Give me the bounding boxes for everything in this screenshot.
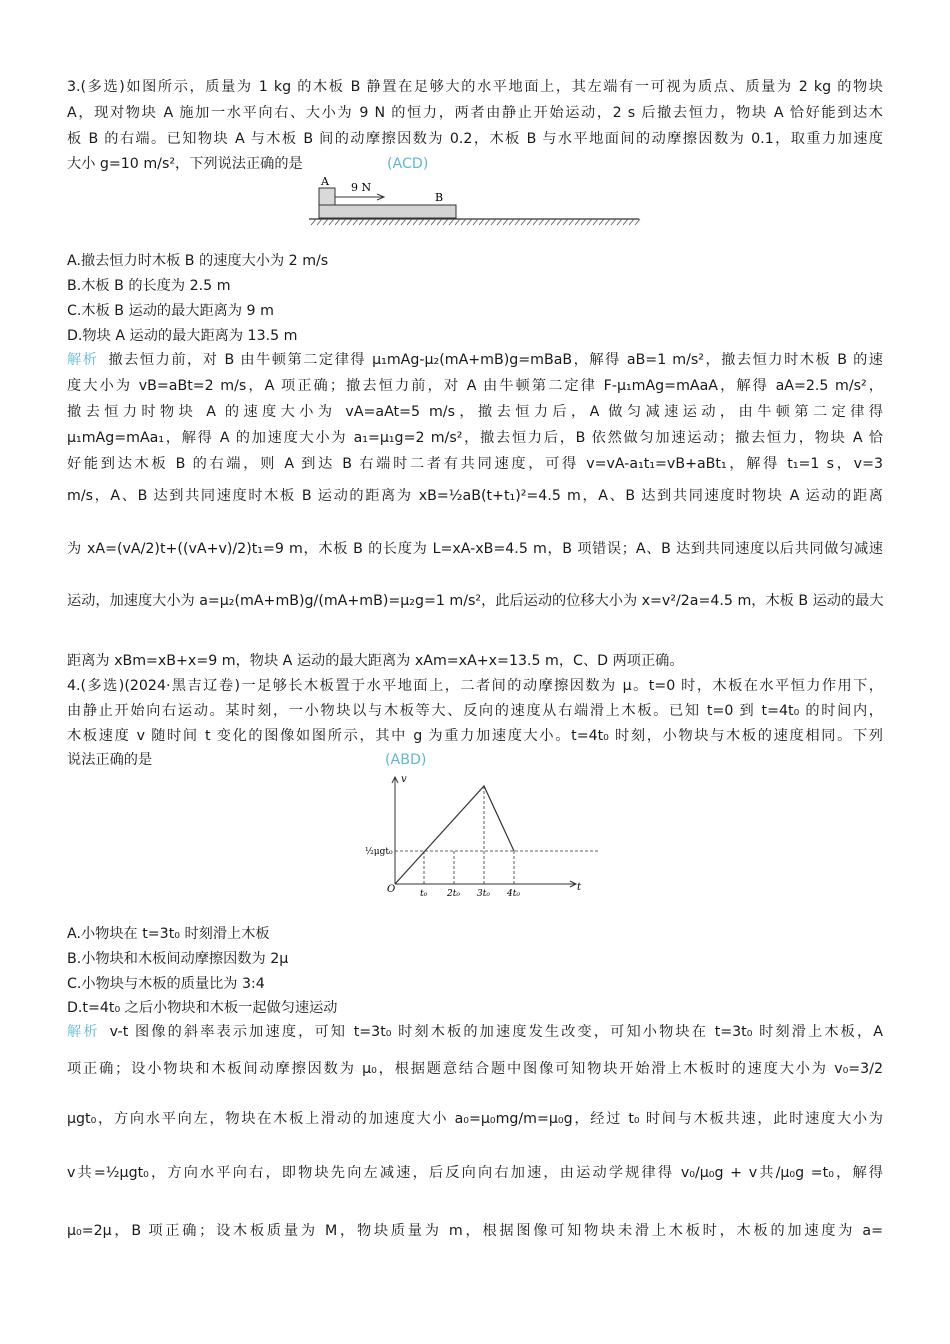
- hatch-mark: [581, 219, 586, 225]
- hatch-mark: [431, 219, 436, 225]
- hatch-mark: [443, 219, 448, 225]
- q3-stem-text: 大小 g=10 m/s²，下列说法正确的是: [67, 156, 303, 172]
- q4-option-a: A.小物块在 t=3t₀ 时刻滑上木板: [67, 926, 270, 942]
- hatch-mark: [473, 219, 478, 225]
- hatch-mark: [599, 219, 604, 225]
- hatch-mark: [347, 219, 352, 225]
- q3-analysis-line-5: 好能到达木板 B 的右端，则 A 到达 B 右端时二者有共同速度，可得 v=vA-a₁t₁=vB+aBt₁，解得 t₁=1 s，v=3: [67, 456, 883, 472]
- hatch-mark: [527, 219, 532, 225]
- hatch-mark: [329, 219, 334, 225]
- q3-analysis-line-2: 度大小为 vB=aBt=2 m/s，A 项正确；撤去恒力前，对 A 由牛顿第二定律 F-μ₁mAg=mAaA，解得 aA=2.5 m/s²，: [67, 378, 883, 394]
- hatch-mark: [509, 219, 514, 225]
- q4-stem-line-1: 4.(多选)(2024·黑吉辽卷)一足够长木板置于水平地面上，二者间的动摩擦因数为 μ。t=0 时，木板在水平恒力作用下，: [67, 678, 883, 694]
- hatch-mark: [533, 219, 538, 225]
- q4-analysis-line-2: 项正确；设小物块和木板间动摩擦因数为 μ₀，根据题意结合题中图像可知物块开始滑上木板时的速度大小为 v₀=3/2: [67, 1061, 883, 1077]
- hatch-mark: [569, 219, 574, 225]
- label-a: A: [321, 175, 329, 188]
- hatch-mark: [611, 219, 616, 225]
- x-tick-3t0: 3t₀: [477, 889, 490, 899]
- hatch-mark: [449, 219, 454, 225]
- q3-stem-line-4: [67, 153, 429, 175]
- q3-stem-line-3: 板 B 的右端。已知物块 A 与木板 B 间的动摩擦因数为 0.2，木板 B 与水平地面间的动摩擦因数为 0.1，取重力加速度: [67, 131, 883, 147]
- hatch-mark: [371, 219, 376, 225]
- hatch-mark: [593, 219, 598, 225]
- hatch-mark: [437, 219, 442, 225]
- q3-analysis-tag: 解析: [67, 352, 99, 368]
- x-tick-4t0: 4t₀: [507, 889, 520, 899]
- hatch-mark: [557, 219, 562, 225]
- label-force: 9 N: [351, 181, 372, 194]
- label-b: B: [435, 191, 444, 204]
- hatch-mark: [365, 219, 370, 225]
- q4-analysis-line-5: μ₀=2μ，B 项正确；设木板质量为 M，物块质量为 m，根据图像可知物块未滑上木板时，木板的加速度为 a=: [67, 1223, 883, 1239]
- q4-analysis-line-3: μgt₀，方向水平向左，物块在木板上滑动的加速度大小 a₀=μ₀mg/m=μ₀g，经过 t₀ 时间与木板共速，此时速度大小为: [67, 1111, 883, 1127]
- hatch-mark: [353, 219, 358, 225]
- q3-analysis-line-8: 运动，加速度大小为 a=μ₂(mA+mB)g/(mA+mB)=μ₂g=1 m/s²，此后运动的位移大小为 x=v²/2a=4.5 m，木板 B 运动的最大: [67, 593, 884, 609]
- x-tick-2t0: 2t₀: [447, 889, 460, 899]
- hatch-mark: [497, 219, 502, 225]
- q3-analysis-line-6: m/s，A、B 达到共同速度时木板 B 运动的距离为 xB=½aB(t+t₁)²=4.5 m，A、B 达到共同速度时物块 A 运动的距离: [67, 488, 883, 504]
- hatch-mark: [605, 219, 610, 225]
- q4-option-c: C.小物块与木板的质量比为 3:4: [67, 976, 265, 992]
- q4-vt-graph: [365, 772, 587, 899]
- hatch-mark: [491, 219, 496, 225]
- y-axis-label: v: [401, 774, 407, 785]
- hatch-mark: [617, 219, 622, 225]
- q3-analysis-line-4: μ₁mAg=mAa₁，解得 A 的加速度大小为 a₁=μ₁g=2 m/s²，撤去恒力后，B 依然做匀加速运动；撤去恒力，物块 A 恰: [67, 430, 883, 446]
- hatch-mark: [311, 219, 316, 225]
- hatch-mark: [479, 219, 484, 225]
- hatch-mark: [623, 219, 628, 225]
- origin-label: O: [387, 884, 396, 895]
- hatch-mark: [389, 219, 394, 225]
- q3-analysis-line-9: 距离为 xBm=xB+x=9 m，物块 A 运动的最大距离为 xAm=xA+x=13.5 m，C、D 两项正确。: [67, 653, 684, 669]
- hatch-mark: [461, 219, 466, 225]
- y-tick-label: ½μgt₀: [365, 847, 393, 857]
- q3-answer: (ACD): [387, 156, 429, 172]
- q4-analysis-tag: 解析: [67, 1024, 100, 1040]
- q3-stem-line-2: A，现对物块 A 施加一水平向右、大小为 9 N 的恒力，两者由静止开始运动，2 s 后撤去恒力，物块 A 恰好能到达木: [67, 105, 883, 121]
- q3-figure: [307, 176, 647, 228]
- hatch-mark: [335, 219, 340, 225]
- velocity-curve: [395, 786, 514, 884]
- hatch-mark: [629, 219, 634, 225]
- hatch-mark: [539, 219, 544, 225]
- hatch-mark: [377, 219, 382, 225]
- x-tick-t0: t₀: [420, 889, 428, 899]
- q4-stem-line-2: 由静止开始向右运动。某时刻，一小物块以与木板等大、反向的速度从右端滑上木板。已知 t=0 到 t=4t₀ 的时间内，: [67, 703, 883, 719]
- hatch-mark: [587, 219, 592, 225]
- q3-option-d: D.物块 A 运动的最大距离为 13.5 m: [67, 328, 298, 344]
- hatch-mark: [521, 219, 526, 225]
- q4-stem-line-4: [67, 749, 427, 771]
- q3-analysis-line-1: 解析 撤去恒力前，对 B 由牛顿第二定律得 μ₁mAg-μ₂(mA+mB)g=mBaB，解得 aB=1 m/s²，撤去恒力时木板 B 的速: [67, 352, 883, 368]
- hatch-mark: [401, 219, 406, 225]
- q4-option-d: D.t=4t₀ 之后小物块和木板一起做匀速运动: [67, 1000, 338, 1016]
- hatch-mark: [503, 219, 508, 225]
- q4-option-b: B.小物块和木板间动摩擦因数为 2μ: [67, 951, 289, 967]
- hatch-mark: [317, 219, 322, 225]
- q3-analysis-line-7: 为 xA=(vA/2)t+((vA+v)/2)t₁=9 m，木板 B 的长度为 L=xA-xB=4.5 m，B 项错误；A、B 达到共同速度以后共同做匀减速: [67, 541, 883, 557]
- q4-analysis-line-1: 解析 v-t 图像的斜率表示加速度，可知 t=3t₀ 时刻木板的加速度发生改变，可知小物块在 t=3t₀ 时刻滑上木板，A: [67, 1024, 883, 1040]
- hatch-mark: [635, 219, 640, 225]
- hatch-mark: [413, 219, 418, 225]
- hatch-mark: [467, 219, 472, 225]
- q4-answer: (ABD): [385, 752, 427, 768]
- hatch-mark: [419, 219, 424, 225]
- q3-option-c: C.木板 B 运动的最大距离为 9 m: [67, 303, 274, 319]
- hatch-mark: [407, 219, 412, 225]
- hatch-mark: [341, 219, 346, 225]
- hatch-mark: [455, 219, 460, 225]
- q4-stem-text: 说法正确的是: [67, 752, 153, 768]
- hatch-mark: [359, 219, 364, 225]
- hatch-mark: [425, 219, 430, 225]
- hatch-mark: [563, 219, 568, 225]
- q3-option-b: B.木板 B 的长度为 2.5 m: [67, 278, 231, 294]
- hatch-mark: [485, 219, 490, 225]
- hatch-mark: [545, 219, 550, 225]
- q4-analysis-line-4: v共=½μgt₀，方向水平向右，即物块先向左减速，后反向向右加速，由运动学规律得 v₀/μ₀g + v共/μ₀g =t₀，解得: [67, 1165, 883, 1181]
- block-a: [319, 188, 335, 205]
- hatch-mark: [575, 219, 580, 225]
- q4-stem-line-3: 木板速度 v 随时间 t 变化的图像如图所示，其中 g 为重力加速度大小。t=4t₀ 时刻，小物块与木板的速度相同。下列: [67, 728, 883, 744]
- hatch-mark: [551, 219, 556, 225]
- hatch-mark: [515, 219, 520, 225]
- q3-stem-line-1: 3.(多选)如图所示，质量为 1 kg 的木板 B 静置在足够大的水平地面上，其左端有一可视为质点、质量为 2 kg 的物块: [67, 79, 883, 95]
- hatch-mark: [323, 219, 328, 225]
- x-axis-label: t: [577, 882, 582, 893]
- hatch-mark: [383, 219, 388, 225]
- board-b: [319, 205, 456, 218]
- q3-option-a: A.撤去恒力时木板 B 的速度大小为 2 m/s: [67, 253, 329, 269]
- q3-analysis-line-3: 撤去恒力时物块 A 的速度大小为 vA=aAt=5 m/s，撤去恒力后，A 做匀减速运动，由牛顿第二定律得: [67, 404, 883, 420]
- hatch-mark: [395, 219, 400, 225]
- ground-hatching: [311, 219, 640, 225]
